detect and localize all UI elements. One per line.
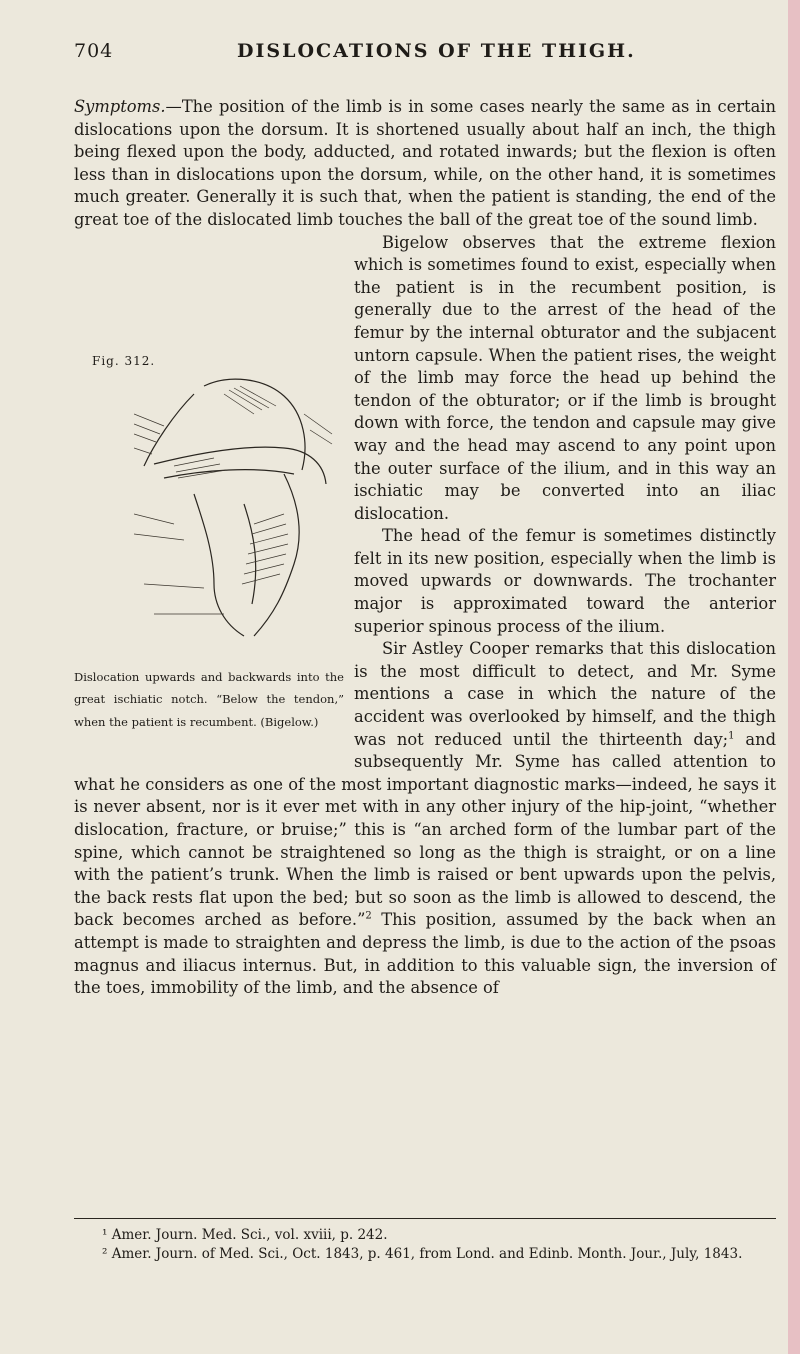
footnote-1: ¹ Amer. Journ. Med. Sci., vol. xviii, p. 242. xyxy=(102,1227,388,1243)
paragraph-bigelow: Bigelow observes that the extreme flexion which is sometimes found to exist, especially when the patient is in the recumbent position, is generally due to the arrest of the head of the femur by the internal obturator and the subjacent untorn capsule. When the patient rises, the weight of the limb may force the head up behind the tendon of the obturator; or if the limb is brought down with force, the tendon and capsule may give way and the head may ascend to any point upon the outer surface of the ilium, and in this way an ischiatic may be converted into an iliac dislocation. xyxy=(354,232,776,523)
cooper-text-b: and subsequently Mr. Syme has called attention to what he considers as one of the most important diagnostic marks—indeed, he says it is never absent, nor is it ever met with in any other injury of the hip-joint, “whether dislocation, fracture, or bruise;” this is “an arched form of the lumbar part of the spine, which cannot be straightened so long as the thigh is straight, or on a line with the patient’s trunk. When the limb is raised or bent upwards upon the pelvis, the back rests flat upon the bed; but so soon as the limb is allowed to descend, the back becomes arched as before.” xyxy=(74,729,776,930)
paragraph-head-of-femur: The head of the femur is sometimes distinctly felt in its new position, especially when the limb is moved upwards or downwards. The trochanter major is approximated toward the anterior superior spinous process of the ilium. xyxy=(354,526,776,636)
symptoms-heading: Symptoms. xyxy=(74,97,166,116)
figure-caption: Dislocation upwards and backwards into the great ischiatic notch. “Below the tendon,” when the patient is recumbent. (Bigelow.) xyxy=(74,669,344,729)
footnote-2: ² Amer. Journ. of Med. Sci., Oct. 1843, p. 461, from Lond. and Edinb. Month. Jour., July, 1843. xyxy=(102,1246,743,1262)
figure-312 xyxy=(74,232,344,752)
cooper-text-c: This position, assumed by the back when an attempt is made to straighten and depress the limb, is due to the action of the psoas magnus and iliacus internus. But, in addition to this valuable sign, the inversion of the toes, immobility of the limb, and the absence of xyxy=(74,910,776,998)
symptoms-text: —The position of the limb is in some cases nearly the same as in certain dislocations upon the dorsum. It is shortened usually about half an inch, the thigh being flexed upon the body, adducted, and rotated inwards; but the flexion is often less than in dislocations upon the dorsum, while, on the other hand, it is sometimes much greater. Generally it is such that, when the patient is standing, the end of the great toe of the dislocated limb touches the ball of the great toe of the sound limb. xyxy=(74,97,776,229)
footnote-ref-1: 1 xyxy=(728,730,735,742)
paragraph-symptoms xyxy=(74,96,776,232)
running-header xyxy=(0,40,800,80)
page-number: 704 xyxy=(74,40,114,62)
footnotes xyxy=(74,1226,776,1264)
cooper-text-a: Sir Astley Cooper remarks that this dislocation is the most difficult to detect, and Mr. Syme mentions a case in which the nature of the accident was overlooked by himself, and the thigh was not reduced until the thirteenth day; xyxy=(354,639,776,749)
engraving-illustration-icon xyxy=(134,374,334,644)
body-text xyxy=(74,96,776,1000)
page-edge-mark xyxy=(788,0,800,1354)
footnote-ref-2: 2 xyxy=(365,910,372,922)
figure-label: Fig. 312. xyxy=(92,353,156,368)
footnote-divider xyxy=(74,1218,776,1219)
running-title: DISLOCATIONS OF THE THIGH. xyxy=(237,40,636,62)
